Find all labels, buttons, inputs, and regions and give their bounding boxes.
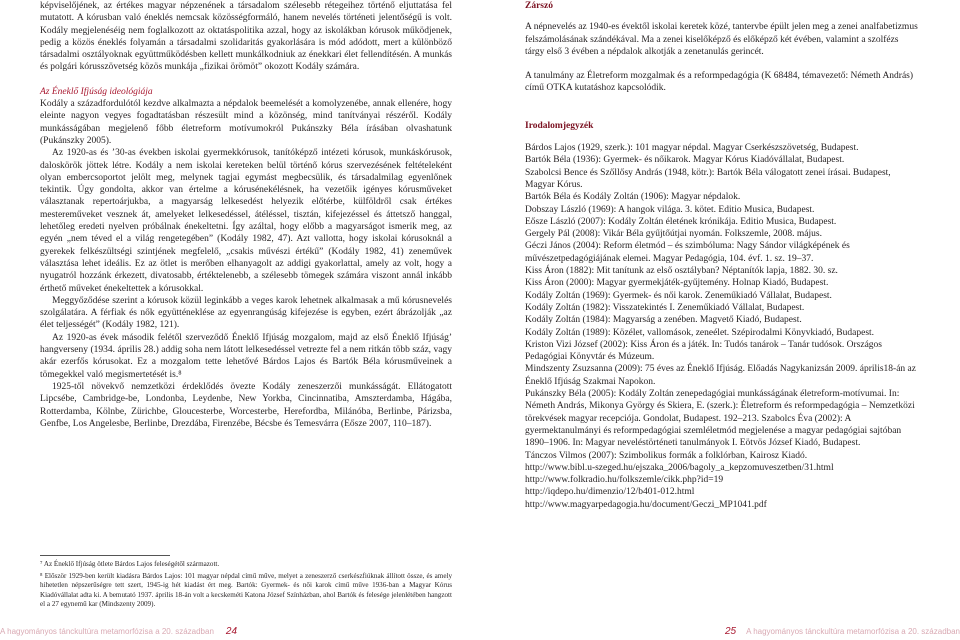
bib-entry: Kodály Zoltán (1989): Közélet, vallomások, zeneélet. Szépirodalmi Könyvkiadó, Budapest. [525, 327, 875, 338]
page-number-right: 25 [724, 626, 737, 637]
bib-entry: Kodály Zoltán (1969): Gyermek- és női karok. Zeneműkiadó Vállalat, Budapest. [525, 290, 832, 301]
footnotes [40, 560, 452, 612]
bibliography-list [525, 142, 920, 511]
paragraph-3: Meggyőződése szerint a kórusok közül leginkább a veges karok lehetnek alkalmasak a mű kórusnevelés szolgálatára. A férfiak és nők együtténeklése az egyenrangúság kifejezése is egyben, ezért ábrázolják „az élet teljességét” (Kodály 1982, 121). [40, 295, 452, 331]
bib-entry: Géczi János (2004): Reform életmód – és szimbóluma: Nagy Sándor világképének és művészetpedagógiájának elemei. Magyar Pedagógia, 104. évf. 1. sz. 19–37. [525, 241, 850, 264]
bib-entry: Kiss Áron (1882): Mit tanítunk az első osztályban? Néptanítók lapja, 1882. 30. sz. [525, 266, 838, 277]
footnote-8: ⁸ Először 1929-ben került kiadásra Bárdos Lajos: 101 magyar népdal című műve, melyet a zeneszerző cserkészfiúknak állított össze, és amely hihetetlen népszerűségre tett szert, 1945-ig hét kiadást ért meg. Bartók: Gyermek- és női karok című műve 1936-ban a Magyar Kórus Kiadóvállalat adta ki. A bemutató 1937. április 18-án volt a kecskeméti Katona József Színházban, ahol Bartók és felesége jelenlétében hangzott el a 27 egynemű kar (Mindszenty 2009). [40, 571, 452, 609]
bib-entry: Dobszay László (1969): A hangok világa. 3. kötet. Editio Musica, Budapest. [525, 204, 815, 215]
intro-paragraph: képviselőjének, az értékes magyar népzenének a társadalom szélesebb rétegeihez történő eljuttatása fel mutatott. A kórusban való éneklés nemcsak közösségformáló, hanem nevelés történeti jelentőségű is volt. Kodály megjelenéséig nem foglalkozott az oktatáspolitika azzal, hogy az iskolákban kórusok működjenek, pedig a közös éneklés folyamán a társadalmi szolidaritás gyakorlására is mód adódott, mert a különböző társadalmi osztályoknak együttműködésben kellett munkálkodniuk az énekkari élet fellendítésén. A munkás és polgári kórusszövetség közös munkája „fizikai örömöt” okozott Kodály számára. [40, 1, 452, 73]
footer-left [0, 626, 237, 638]
bib-link[interactable]: http://www.bibl.u-szeged.hu/ejszaka_2006/bagoly_a_kepzomuveszetben/31.html [525, 462, 834, 473]
bib-entry: Pukánszky Béla (2005): Kodály Zoltán zenepedagógiai munkásságának életreform-motívumai. In: Németh András, Mikonya György és Skiera, E. (szerk.): Életreform és reformpedagógia – Nemzetközi törekvések magyar recepciója. Gondolat, Budapest. 192–213. Szabolcs Éva (2002): A gyermektanulmányi és reformpedagógiai szemléletmód megjelenése a magyar pedagógiai sajtóban 1890–1906. In: Magyar neveléstörténeti tanulmányok I. Eötvös József Kiadó, Budapest. [525, 389, 915, 449]
paragraph-1: Kodály a századfordulótól kezdve alkalmazta a népdalok beemelését a komolyzenébe, annak ellenére, hogy eleinte nagyon vegyes fogadtatásban részesült mind a közönség, mind tanítványai részéről. Kodály munkásságában megjelenő főbb életreform motívumokról Pukánszky Béla írásában olvashatunk (Pukánszky 2005). [40, 99, 452, 146]
right-column [525, 0, 920, 511]
zarszo-paragraph-2: A tanulmány az Életreform mozgalmak és a reformpedagógia (K 68484, témavezető: Németh András) című OTKA kutatáshoz kapcsolódik. [525, 71, 914, 94]
section-heading: Az Éneklő Ifjúság ideológiája [40, 86, 153, 97]
bib-link[interactable]: http://iqdepo.hu/dimenzio/12/b401-012.html [525, 487, 695, 498]
bib-entry: Kodály Zoltán (1984): Magyarság a zenében. Magvető Kiadó, Budapest. [525, 315, 802, 326]
bib-entry: Eősze László (2007): Kodály Zoltán életének krónikája. Editio Musica, Budapest. [525, 216, 837, 227]
bib-entry: Kriston Vizi József (2002): Kiss Áron és a játék. In: Tudós tanárok – Tanár tudósok. Országos Pedagógiai Könyvtár és Múzeum. [525, 339, 882, 363]
page-number-left: 24 [225, 626, 238, 637]
footnote-divider [40, 555, 170, 556]
footer-right [725, 626, 960, 638]
bib-entry: Tánczos Vilmos (2007): Szimbolikus formák a folklórban, Kairosz Kiadó. [525, 450, 808, 461]
left-column [40, 0, 452, 430]
bib-entry: Bárdos Lajos (1929, szerk.): 101 magyar népdal. Magyar Cserkészszövetség, Budapest. [525, 143, 859, 154]
bib-entry: Gergely Pál (2008): Vikár Béla gyűjtőútjai nyomán. Folkszemle, 2008. május. [525, 229, 822, 240]
paragraph-5: 1925-től növekvő nemzetközi érdeklődés övezte Kodály zeneszerzői munkásságát. Ellátogatott Lipcsébe, Cambridge-be, Londonba, Leydenbe, New Yorkba, Cincinnatiba, Amszterdamba, Hágába, Rotterdamba, Kölnbe, Zürichbe, Gloucesterbe, Worcesterbe, Herefordba, Milánóba, Berlinbe, Párizsba, Genfbe, Los Angelesbe, Berlinbe, Drezdába, Firenzébe, Bécsbe és Temesvárra (Eősze 2007, 110–187). [40, 381, 452, 429]
bib-entry: Bartók Béla és Kodály Zoltán (1906): Magyar népdalok. [525, 192, 741, 203]
bib-entry: Bartók Béla (1936): Gyermek- és nőikarok. Magyar Kórus Kiadóvállalat, Budapest. [525, 155, 845, 166]
footer-left-title: A hagyományos tánckultúra metamorfózisa a 20. században [0, 627, 214, 636]
footer-right-title: A hagyományos tánckultúra metamorfózisa a 20. században [746, 627, 960, 636]
bib-entry: Mindszenty Zsuzsanna (2009): 75 éves az Éneklő Ifjúság. Előadás Nagykanizsán 2009. április18-án az Éneklő Ifjúság Szakmai Napokon. [525, 364, 916, 387]
paragraph-4: Az 1920-as évek második felétől szerveződő Éneklő Ifjúság mozgalom, majd az első Éneklő Ifjúság’ hangverseny (1934. április 28.) addig soha nem látott lelkesedéssel vetrezte fel a nem ritkán több száz, vagy akár ezerfős kórusokat. Ez a mozgalom tette lehetővé Bárdos Lajos és Bartók Béla kórusműveinek a tömegekkel való megismertetését is.⁸ [40, 332, 452, 380]
paragraph-2: Az 1920-as és ’30-as években iskolai gyermekkórusok, tanítóképző intézeti kórusok, munkáskórusok, daloskörök jöttek létre. Kodály a nem iskolai kereteken belül történő kórus szervezésének feltételeként olyan embercsoportot jelölt meg, melynek tagjai egymást megbecsülik, és társadalmilag egyenlőnek tekintik. Úgy gondolta, akkor van értelme a kórusénekélésnek, ha vezetőik igényes kórusműveket választanak repertoárjukba, a magyarság lelkesedést helyezik előtérbe, külföldről csak értékes mestereműveket vesznek át, amelyeket lelkesedéssel, átéléssel, tisztán, kifejezéssel és áttetsző hanggal, lehetőleg eredeti nyelven próbálnak énekeltetni. Így azáltal, hogy előbb a magyarságot ismerik meg, az egyén „nem téved el a világ rengetegében” (Kodály 1982, 47). Azt vallotta, hogy iskolai kórusoknál a gyerekek felkészültségi szintjének megfelelő, „csakis művészi értékű” (Kodály 1982, 41) zeneművek választása lehet ideális. Ez az ötlet is merőben elhanyagolt az addigi gyakorlattal, amely az volt, hogy a nyugatról hozzánk érkezett, divatosabb, értéktelenebb, a szélesebb tömegek számára viszont annál inkább érthető műveket énekeltettek a kórusokkal. [40, 148, 452, 294]
bib-link[interactable]: http://www.folkradio.hu/folkszemle/cikk.php?id=19 [525, 475, 724, 486]
footnote-7: ⁷ Az Éneklő Ifjúság ötlete Bárdos Lajos feleségétől származott. [40, 560, 220, 568]
bib-link[interactable]: http://www.magyarpedagogia.hu/document/Geczi_MP1041.pdf [525, 499, 767, 510]
zarszo-paragraph-1: A népnevelés az 1940-es évektől iskolai keretek közé, tantervbe épült jelen meg a zenei analfabetizmus felszámolásának szándékával. Ma a zenei kiselőképző és előképző két évében, valamint a szolfézs tárgy első 3 évében a népdalok alkotják a zenetanulás gerincét. [525, 22, 918, 57]
bib-entry: Szabolcsi Bence és Szőllősy András (1948, kötr.): Bartók Béla válogatott zenei írásai. Budapest, Magyar Kórus. [525, 167, 891, 190]
bib-entry: Kiss Áron (2000): Magyar gyermekjáték-gyűjtemény. Holnap Kiadó, Budapest. [525, 278, 829, 289]
bib-entry: Kodály Zoltán (1982): Visszatekintés I. Zeneműkiadó Vállalat, Budapest. [525, 302, 805, 313]
bibliography-heading: Irodalomjegyzék [525, 120, 594, 131]
zarszo-heading: Zárszó [525, 1, 553, 11]
